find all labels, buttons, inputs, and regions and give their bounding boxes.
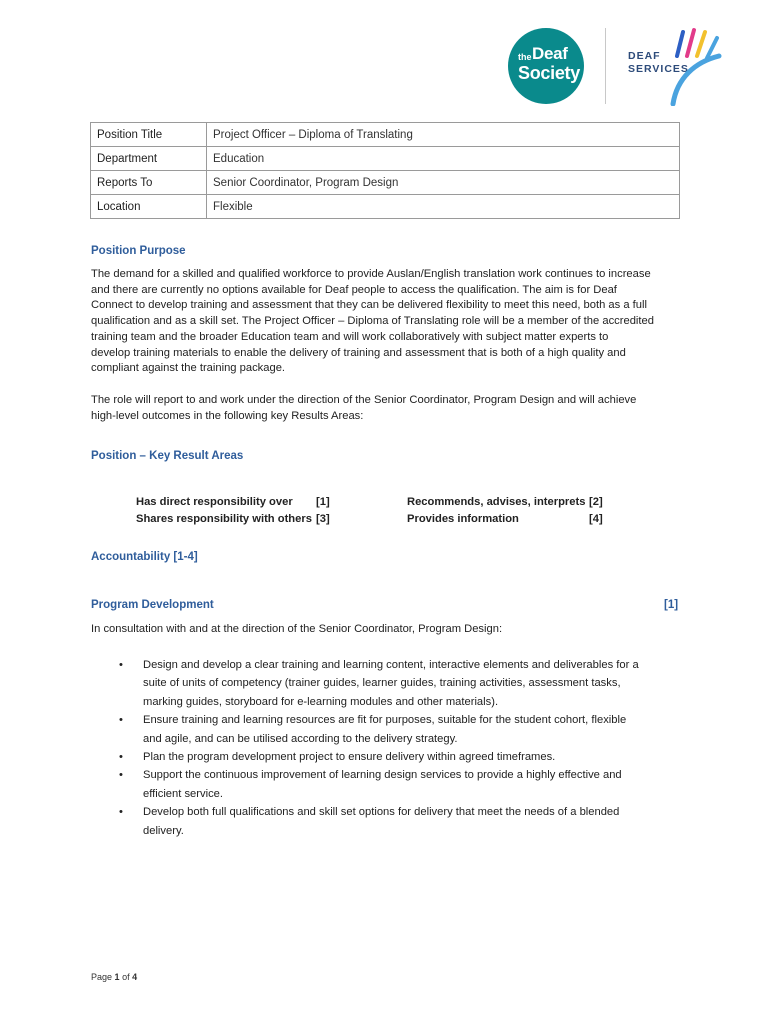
program-development-intro: In consultation with and at the direction of the Senior Coordinator, Program Design: — [91, 623, 503, 635]
location-value: Flexible — [207, 195, 680, 219]
footer-page-total: 4 — [132, 972, 138, 982]
list-item — [91, 656, 659, 711]
bullet-line: Develop both full qualifications and skill set options for delivery that meet the needs of a blended — [143, 806, 620, 819]
table-row — [91, 195, 680, 219]
bullet-icon: • — [119, 769, 123, 782]
position-title-label: Position Title — [91, 123, 207, 147]
kra-recommends-label: Recommends, advises, interprets — [407, 496, 586, 508]
accountability-heading: Accountability [1-4] — [91, 551, 198, 563]
logo-divider — [605, 28, 606, 104]
program-development-code: [1] — [664, 599, 679, 611]
paragraph-line: The role will report to and work under the direction of the Senior Coordinator, Program Design and will achieve — [91, 394, 637, 406]
list-item — [91, 711, 659, 748]
kra-direct-label: Has direct responsibility over — [136, 496, 293, 508]
position-info-table — [90, 122, 680, 219]
department-label: Department — [91, 147, 207, 171]
paragraph-line: high-level outcomes in the following key Results Areas: — [91, 409, 364, 422]
paragraph-line: Connect to develop training and assessment that they can be delivered flexibility to meet this need, both as a full — [91, 299, 647, 312]
footer-page-label: Page — [91, 972, 113, 982]
bullet-line: marking guides, storyboard for e-learning modules and other materials). — [143, 695, 499, 708]
kra-provides-label: Provides information — [407, 513, 519, 525]
deaf-services-line2: SERVICES — [628, 63, 689, 75]
bullet-line: Plan the program development project to ensure delivery within agreed timeframes. — [143, 751, 556, 764]
bullet-icon: • — [119, 659, 123, 671]
key-result-areas-heading: Position – Key Result Areas — [91, 450, 244, 462]
kra-shares-label: Shares responsibility with others — [136, 513, 312, 525]
paragraph-line: The demand for a skilled and qualified workforce to provide Auslan/English translation work continues to increase — [91, 268, 651, 280]
bullet-line: efficient service. — [143, 787, 224, 800]
reports-to-label: Reports To — [91, 171, 207, 195]
position-title-value: Project Officer – Diploma of Translating — [207, 123, 680, 147]
bullet-icon: • — [119, 806, 123, 819]
department-value: Education — [207, 147, 680, 171]
paragraph-line: and there are currently no options available for Deaf people to access the qualification. The aim is for Deaf — [91, 283, 617, 296]
list-item — [91, 748, 659, 766]
paragraph-line: develop training materials to enable the delivery of training and assessment that is both of a high quality and — [91, 346, 626, 359]
bullet-icon: • — [119, 751, 123, 764]
page-footer — [91, 972, 137, 982]
kra-provides-code: [4] — [589, 513, 603, 525]
table-row — [91, 147, 680, 171]
position-purpose-heading: Position Purpose — [91, 245, 186, 257]
table-row — [91, 171, 680, 195]
bullet-line: suite of units of competency (trainer guides, learner guides, training activities, assessment tasks, — [143, 677, 621, 690]
bullet-line: delivery. — [143, 824, 184, 837]
paragraph-line: qualification and as a skill set. The Project Officer – Diploma of Translating role will be a member of the accredited — [91, 315, 654, 328]
logo-the-text: the — [518, 52, 532, 62]
deaf-services-hand-icon — [669, 26, 725, 106]
logo-deaf-text: Deaf — [532, 44, 568, 63]
kra-shares-code: [3] — [316, 513, 330, 525]
bullet-line: Ensure training and learning resources are fit for purposes, suitable for the student cohort, flexible — [143, 714, 627, 727]
logo-society-text: Society — [518, 63, 580, 83]
paragraph-line: compliant against the training package. — [91, 362, 286, 375]
reports-to-value: Senior Coordinator, Program Design — [207, 171, 680, 195]
location-label: Location — [91, 195, 207, 219]
deaf-services-line1: DEAF — [628, 50, 661, 62]
bullet-line: and agile, and can be utilised according to the delivery strategy. — [143, 732, 458, 745]
kra-direct-code: [1] — [316, 496, 330, 508]
position-purpose-paragraph-2 — [91, 393, 681, 424]
program-development-heading: Program Development — [91, 599, 214, 611]
program-development-bullets — [91, 656, 659, 840]
bullet-line: Support the continuous improvement of learning design services to provide a highly effective and — [143, 769, 622, 782]
footer-of-label: of — [122, 972, 130, 982]
paragraph-line: training team and the broader Education team and will work collaboratively with subject matter experts to — [91, 330, 609, 343]
list-item — [91, 803, 659, 840]
table-row — [91, 123, 680, 147]
position-purpose-paragraph-1 — [91, 267, 681, 377]
kra-recommends-code: [2] — [589, 496, 603, 508]
deaf-society-logo — [508, 28, 584, 104]
header-logos — [505, 26, 725, 110]
list-item — [91, 766, 659, 803]
bullet-icon: • — [119, 714, 123, 727]
footer-page-number: 1 — [114, 972, 120, 982]
bullet-line: Design and develop a clear training and learning content, interactive elements and deliverables for a — [143, 659, 639, 671]
